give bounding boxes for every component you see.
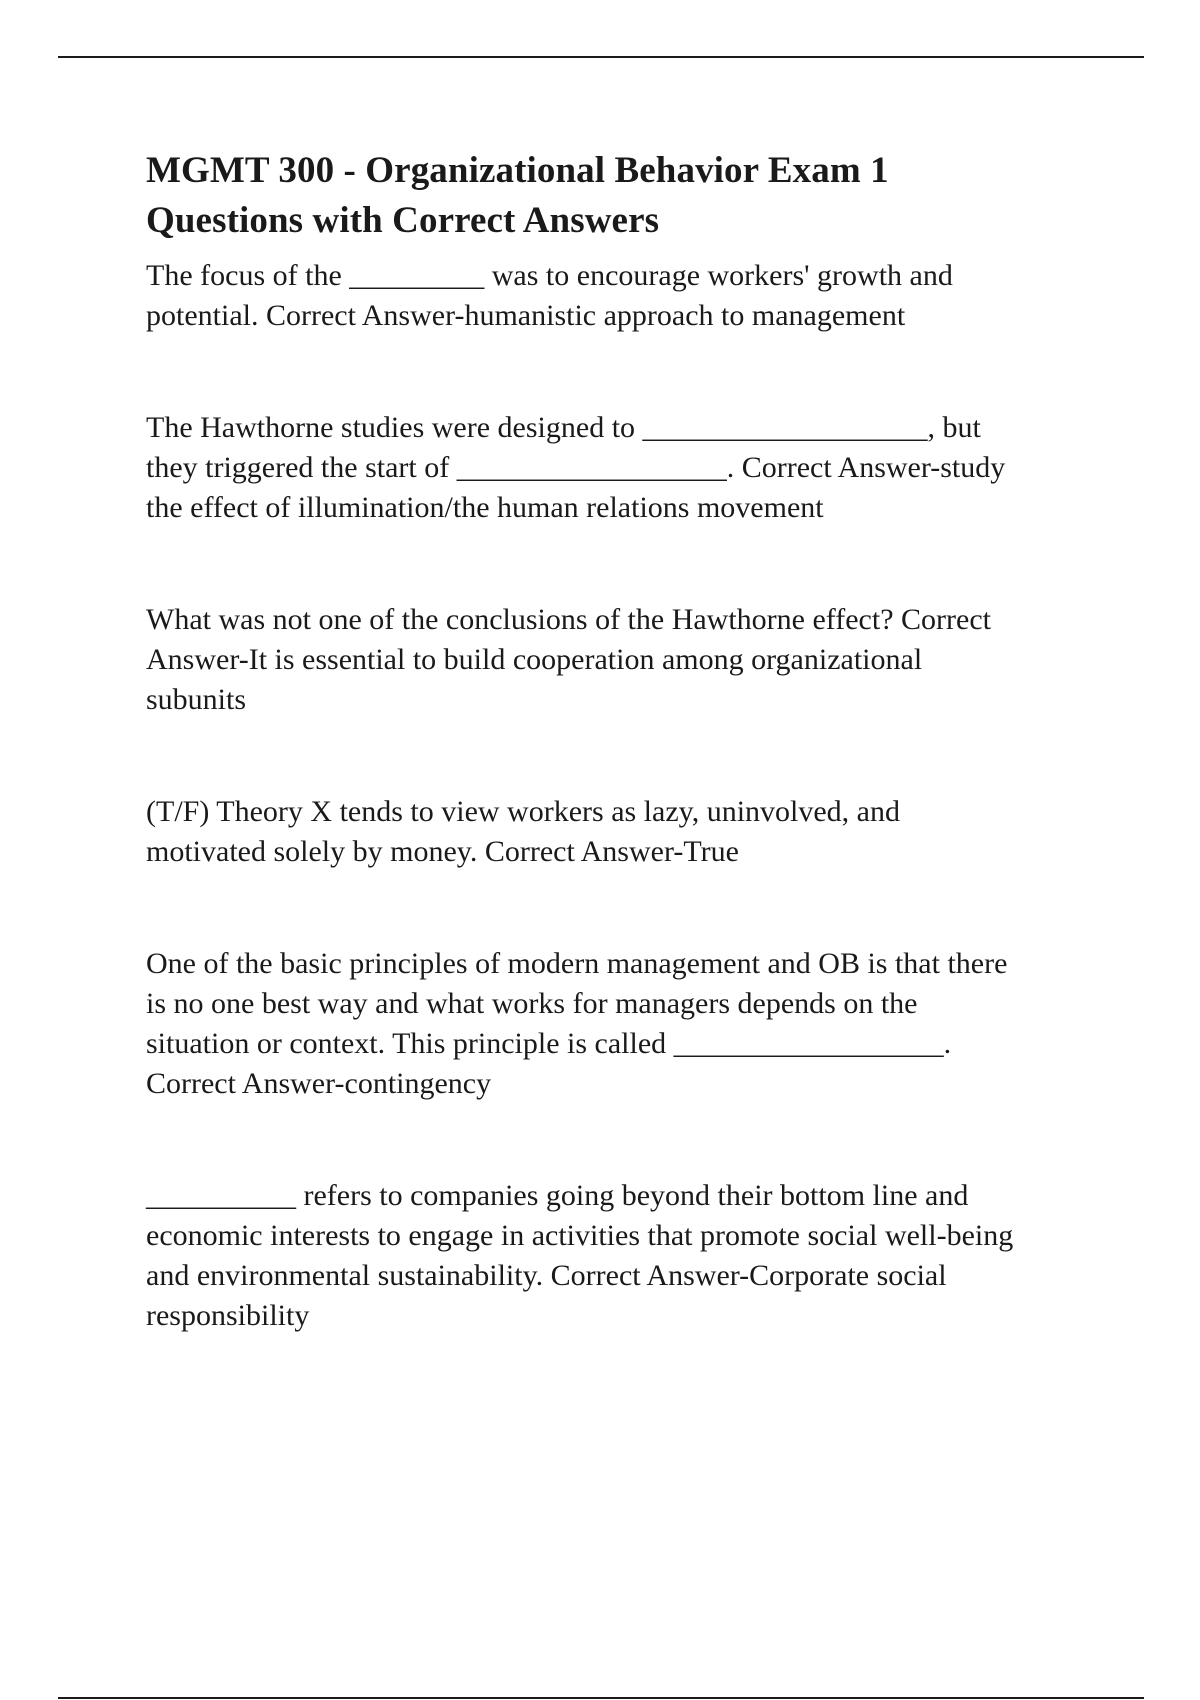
text-line: the effect of illumination/the human relations movement xyxy=(146,491,824,524)
text-line: The Hawthorne studies were designed to ___________________, but xyxy=(146,411,981,444)
text-line: __________ refers to companies going beyond their bottom line and xyxy=(146,1179,969,1212)
text-line: is no one best way and what works for managers depends on the xyxy=(146,987,918,1020)
text-line: situation or context. This principle is called __________________. xyxy=(146,1027,952,1060)
text-line: (T/F) Theory X tends to view workers as lazy, uninvolved, and xyxy=(146,795,900,828)
document-body xyxy=(146,146,1096,1408)
text-line: responsibility xyxy=(146,1299,310,1332)
text-line: motivated solely by money. Correct Answer-True xyxy=(146,835,739,868)
text-line: The focus of the _________ was to encourage workers' growth and xyxy=(146,259,953,292)
title-line: MGMT 300 - Organizational Behavior Exam 1 xyxy=(146,150,889,191)
question-answer xyxy=(146,792,1096,872)
question-answer xyxy=(146,408,1096,528)
bottom-divider xyxy=(58,1697,1144,1699)
title-line: Questions with Correct Answers xyxy=(146,200,660,241)
text-line: Correct Answer-contingency xyxy=(146,1067,492,1100)
text-line: One of the basic principles of modern management and OB is that there xyxy=(146,947,1008,980)
text-line: What was not one of the conclusions of the Hawthorne effect? Correct xyxy=(146,603,991,636)
question-answer xyxy=(146,944,1096,1104)
question-answer xyxy=(146,600,1096,720)
document-title xyxy=(146,146,1096,246)
text-line: potential. Correct Answer-humanistic approach to management xyxy=(146,299,906,332)
text-line: they triggered the start of __________________. Correct Answer-study xyxy=(146,451,1006,484)
text-line: Answer-It is essential to build cooperation among organizational xyxy=(146,643,923,676)
text-line: subunits xyxy=(146,683,247,716)
top-divider xyxy=(58,56,1144,58)
question-answer xyxy=(146,256,1096,336)
question-answer xyxy=(146,1176,1096,1336)
text-line: and environmental sustainability. Correct Answer-Corporate social xyxy=(146,1259,947,1292)
question-list xyxy=(146,256,1096,1336)
text-line: economic interests to engage in activities that promote social well-being xyxy=(146,1219,1014,1252)
